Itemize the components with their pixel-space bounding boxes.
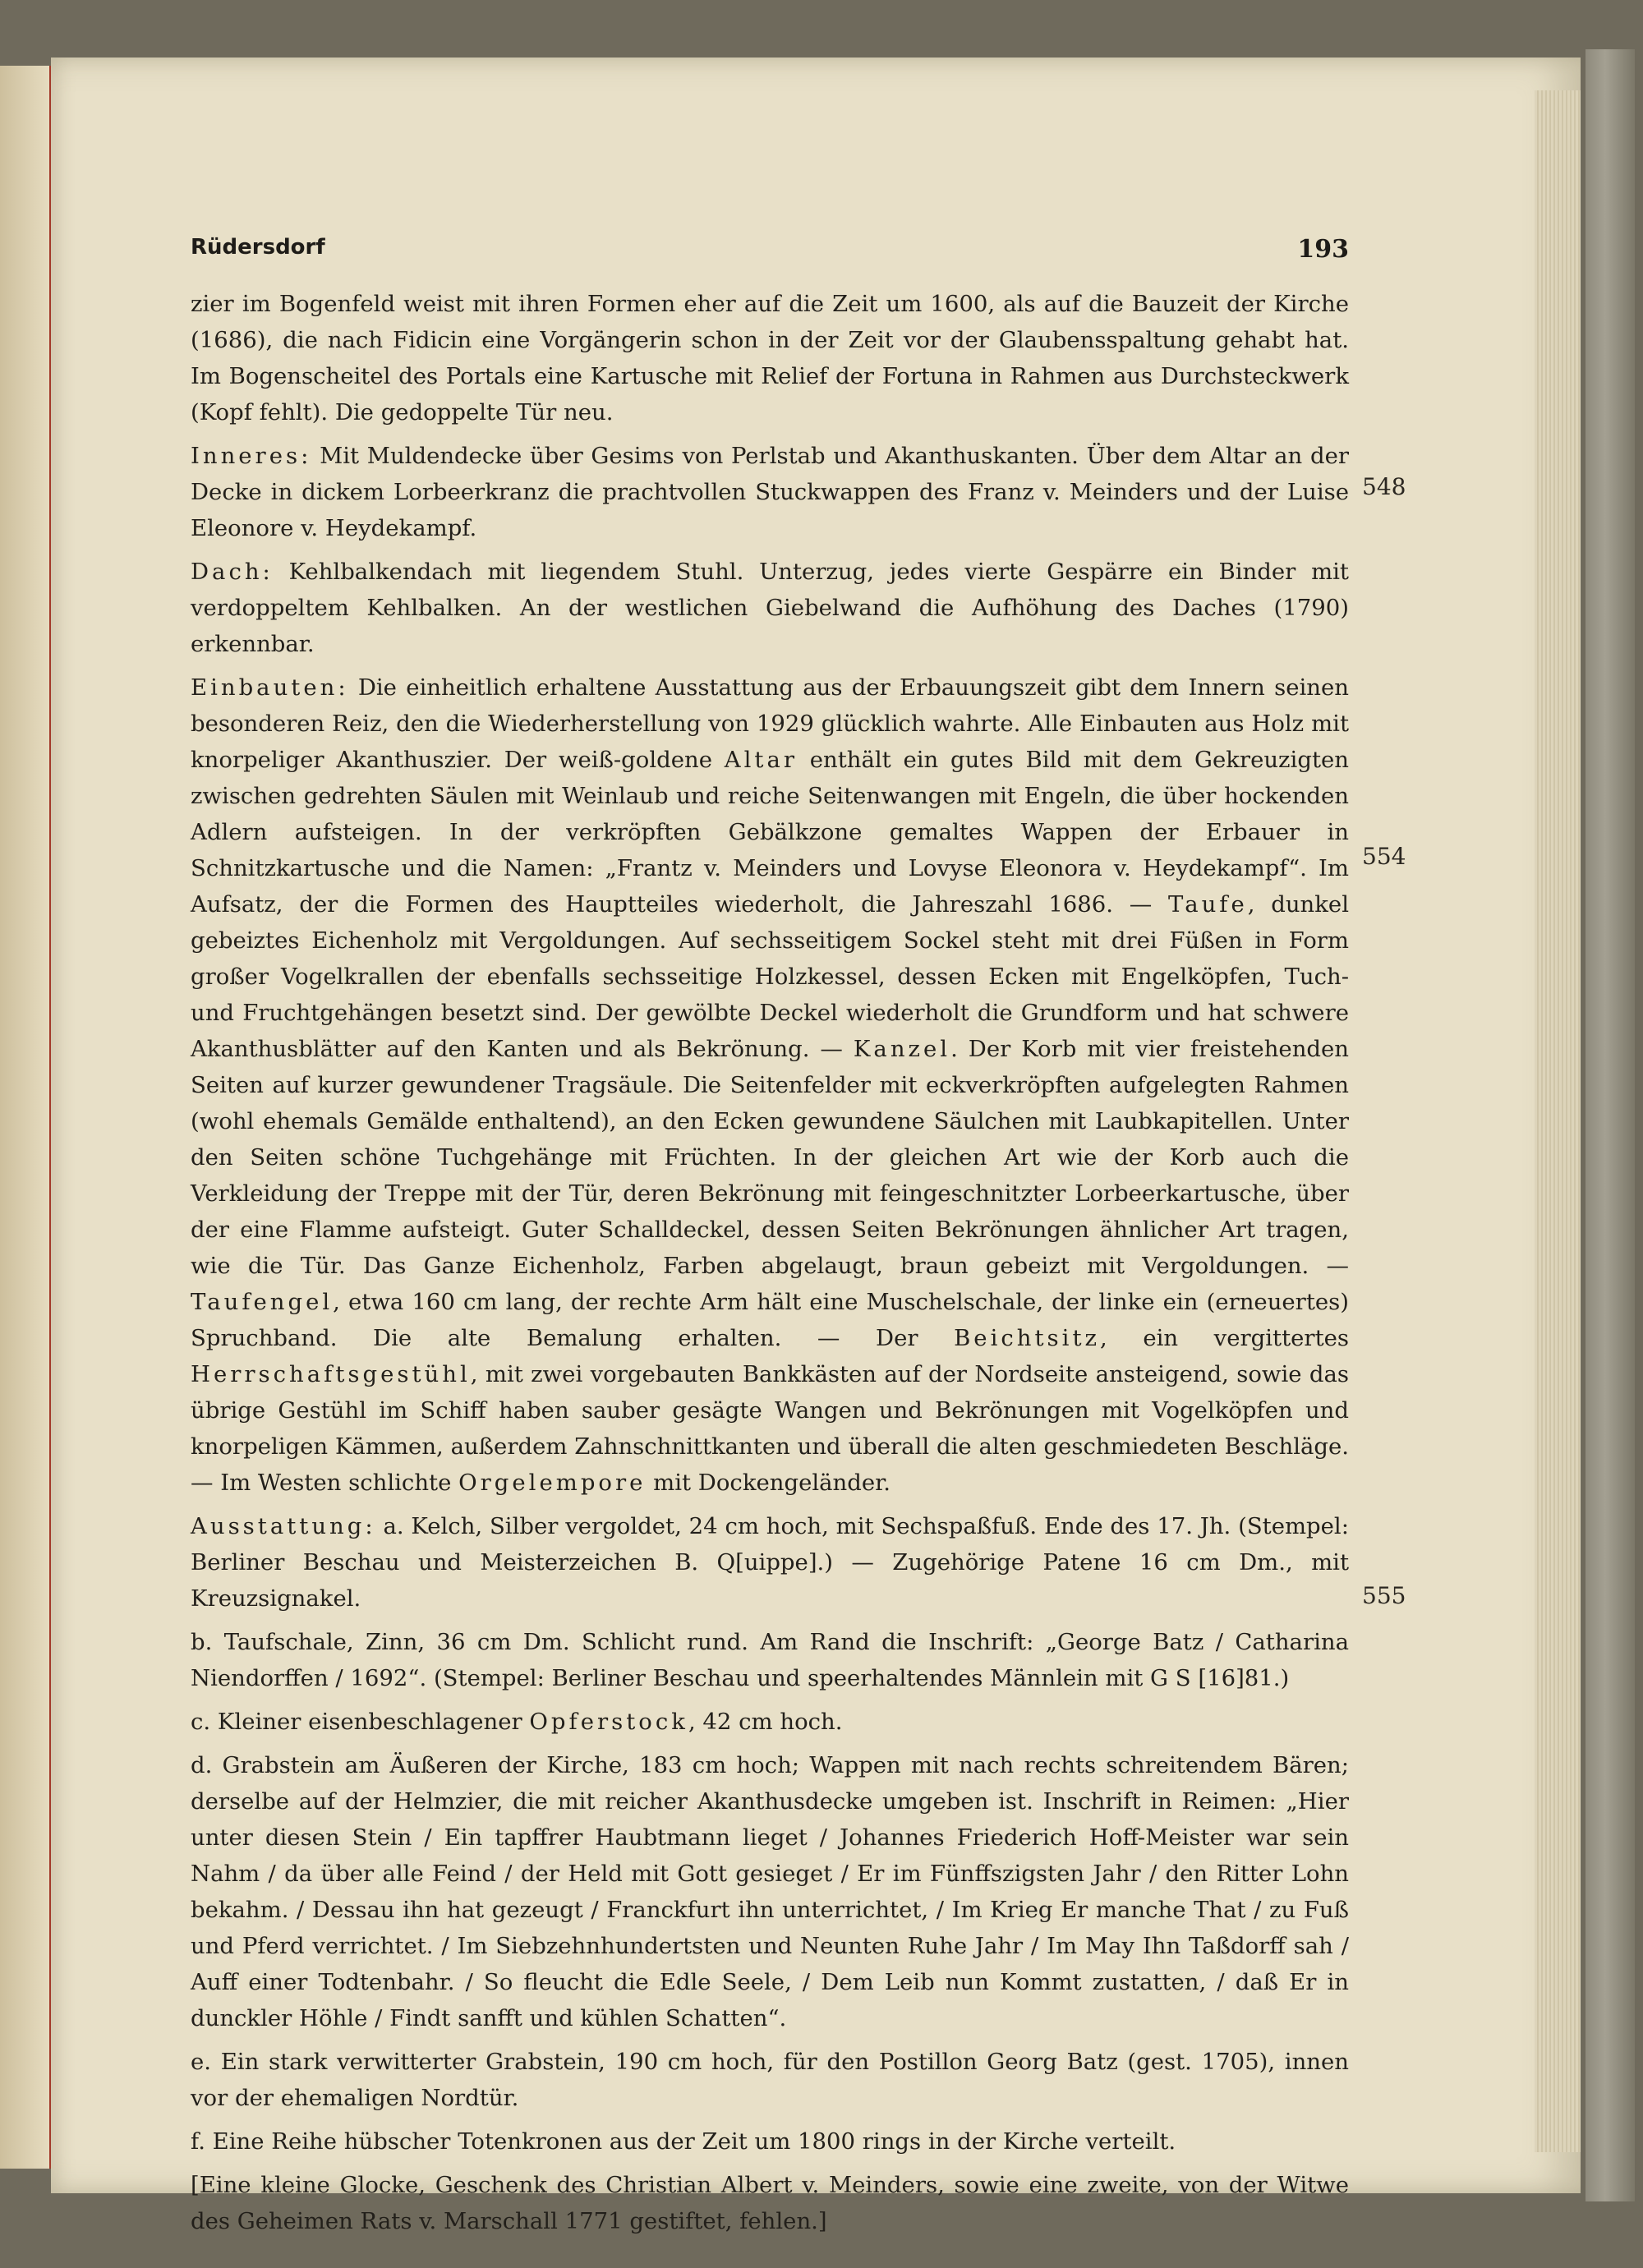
paragraph-inneres: Inneres: Mit Muldendecke über Gesims von Perlstab und Akanthuskanten. Über dem Altar an der Decke in dickem Lorbeerkranz die prachtvollen Stuckwappen des Franz v. Meinders und der Luise Eleonore v. Heydekampf. [191, 443, 1349, 541]
running-title: Rüdersdorf [191, 235, 325, 260]
paragraph-einbauten: Einbauten: Die einheitlich erhaltene Ausstattung aus der Erbauungszeit gibt dem Innern seinen besonderen Reiz, den die Wiederherstellung von 1929 glücklich wahrte. Alle Einbauten aus Holz mit knorpeliger Akanthuszier. Der weiß-goldene Altar enthält ein gutes Bild mit dem Gekreuzigten zwischen gedrehten Säulen mit Weinlaub und reiche Seitenwangen mit Engeln, die über hockenden Adlern aufsteigen. In der verkröpften Gebälkzone gemaltes Wappen der Erbauer in Schnitzkartusche und die Namen: „Frantz v. Meinders und Lovyse Eleonora v. Heydekampf“. Im Aufsatz, der die Formen des Hauptteiles wiederholt, die Jahreszahl 1686. — Taufe, dunkel gebeiztes Eichenholz mit Vergoldungen. Auf sechsseitigem Sockel steht mit drei Füßen in Form großer Vogelkrallen der ebenfalls sechsseitige Holzkessel, dessen Ecken mit Engelköpfen, Tuch- und Fruchtgehängen besetzt sind. Der gewölbte Deckel wiederholt die Grundform und hat schwere Akanthusblätter auf den Kanten und als Bekrönung. — Kanzel. Der Korb mit vier freistehenden Seiten auf kurzer gewundener Tragsäule. Die Seitenfelder mit eckverkröpften aufgelegten Rahmen (wohl ehemals Gemälde enthaltend), an den Ecken gewundene Säulchen mit Laubkapitellen. Unter den Seiten schöne Tuchgehänge mit Früchten. In der gleichen Art wie der Korb auch die Verkleidung der Treppe mit der Tür, deren Bekrönung mit feingeschnitzter Lorbeerkartusche, über der eine Flamme aufsteigt. Guter Schalldeckel, dessen Seiten Bekrönungen ähnlicher Art tragen, wie die Tür. Das Ganze Eichenholz, Farben abgelaugt, braun gebeizt mit Vergoldungen. — Taufengel, etwa 160 cm lang, der rechte Arm hält eine Muschelschale, der linke ein (erneuertes) Spruchband. Die alte Bemalung erhalten. — Der Beichtsitz, ein vergittertes Herrschaftsgestühl, mit zwei vorgebauten Bankkästen auf der Nordseite ansteigend, sowie das übrige Gestühl im Schiff haben sauber gesägte Wangen und Bekrönungen mit Vogelköpfen und knorpeligen Kämmen, außerdem Zahnschnittkanten und überall die alten geschmiedeten Beschläge. — Im Westen schlichte Orgelempore mit Dockengeländer. [191, 674, 1350, 1496]
term-orgelempore: Orgelempore [458, 1470, 647, 1496]
paragraph-grabstein-e: e. Ein stark verwitterter Grabstein, 190 cm hoch, für den Postillon Georg Batz (gest. 1705), innen vor der ehemaligen Nordtür. [191, 2049, 1349, 2111]
paragraph-totenkronen: f. Eine Reihe hübscher Totenkronen aus der Zeit um 1800 rings in der Kirche verteilt. [191, 2128, 1176, 2155]
margin-number: 555 [1362, 1582, 1406, 1609]
paragraph-grabstein-d: d. Grabstein am Äußeren der Kirche, 183 cm hoch; Wappen mit nach rechts schreitendem Bären; derselbe auf der Helmzier, die mit reicher Akanthusdecke umgeben ist. Inschrift in Reimen: „Hier unter diesen Stein / Ein tapffrer Haubtmann lieget / Johannes Friederich Hoff-Meister war sein Nahm / da über alle Feind / der Held mit Gott gesieget / Er im Fünffszigsten Jahr / den Ritter Lohn bekahm. / Dessau ihn hat gezeugt / Franckfurt ihn unterrichtet, / Im Krieg Er manche That / zu Fuß und Pferd verrichtet. / Im Siebzehnhundertsten und Neunten Ruhe Jahr / Im May Ihn Taßdorff sah / Auff einer Todtenbahr. / So fleucht die Edle Seele, / Dem Leib nun Kommt zustatten, / daß Er in dunckler Höhle / Findt sanfft und kühlen Schatten“. [191, 1752, 1349, 2031]
term-altar: Altar [724, 747, 798, 773]
paragraph-portal: zier im Bogenfeld weist mit ihren Formen eher auf die Zeit um 1600, als auf die Bauzeit der Kirche (1686), die nach Fidicin eine Vorgängerin schon in der Zeit vor der Glaubensspaltung gehabt hat. Im Bogenscheitel des Portals eine Kartusche mit Relief der Fortuna in Rahmen aus Durchsteckwerk (Kopf fehlt). Die gedoppelte Tür neu. [191, 291, 1349, 426]
term-beichtsitz: Beichtsitz [954, 1325, 1100, 1351]
term-opferstock: Opferstock [529, 1709, 688, 1735]
term-taufe: Taufe [1167, 891, 1248, 918]
section-lead: Inneres: [191, 443, 312, 469]
section-lead: Dach: [191, 559, 274, 585]
term-kanzel: Kanzel [853, 1036, 951, 1062]
term-taufengel: Taufengel [191, 1289, 334, 1315]
paragraph-taufschale: b. Taufschale, Zinn, 36 cm Dm. Schlicht rund. Am Rand die Inschrift: „George Batz / Catharina Niendorffen / 1692“. (Stempel: Berliner Beschau und speerhaltendes Männlein mit G S [16]81.) [191, 1629, 1349, 1691]
running-header [191, 235, 1349, 268]
paragraph-glocken: [Eine kleine Glocke, Geschenk des Christian Albert v. Meinders, sowie eine zweite, von der Witwe des Geheimen Rats v. Marschall 1771 gestiftet, fehlen.] [191, 2172, 1349, 2234]
margin-number: 554 [1362, 843, 1406, 870]
section-lead: Ausstattung: [191, 1513, 376, 1539]
book-cover-edge [1585, 49, 1635, 2201]
section-lead: Einbauten: [191, 674, 349, 701]
left-page-edge [0, 66, 51, 2169]
page-number: 193 [1297, 235, 1349, 264]
page-body [191, 286, 1349, 2247]
term-herrschaftsgestuehl: Herrschaftsgestühl [191, 1361, 471, 1387]
paragraph-dach: Dach: Kehlbalkendach mit liegendem Stuhl. Unterzug, jedes vierte Gespärre ein Binder mit verdoppeltem Kehlbalken. An der westlichen Giebelwand die Aufhöhung des Daches (1790) erkennbar. [191, 559, 1349, 657]
page-stack-edges [1535, 90, 1581, 2152]
paragraph-ausstattung: Ausstattung: a. Kelch, Silber vergoldet, 24 cm hoch, mit Sechspaßfuß. Ende des 17. Jh. (Stempel: Berliner Beschau und Meisterzeichen B. Q[uippe].) — Zugehörige Patene 16 cm Dm., mit Kreuzsignakel. [191, 1513, 1349, 1612]
paragraph-opferstock: c. Kleiner eisenbeschlagener Opferstock, 42 cm hoch. [191, 1709, 843, 1735]
margin-number: 548 [1362, 473, 1406, 500]
